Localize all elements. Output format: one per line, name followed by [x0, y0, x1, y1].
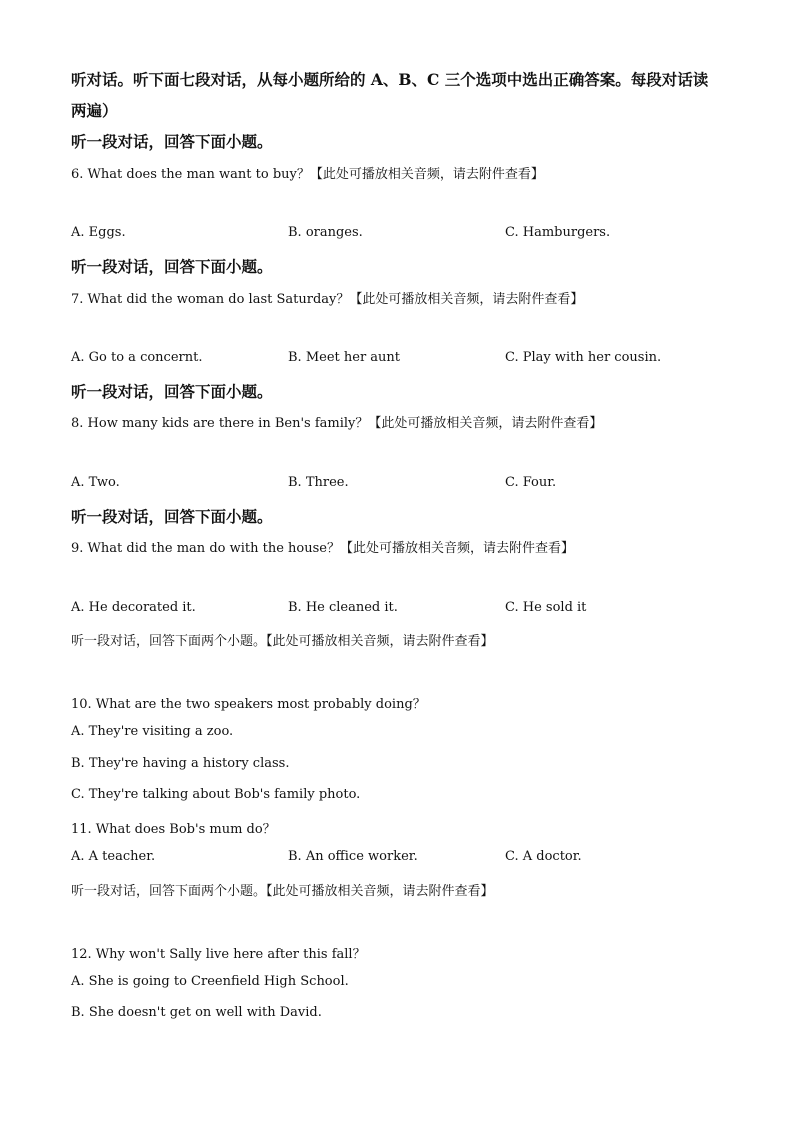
option-c: C. A doctor. [505, 849, 582, 864]
option-a: A. Eggs. [71, 225, 126, 240]
audio-note: 【此处可播放相关音频，请去附件查看】 [339, 541, 574, 556]
option-c: C. Four. [505, 475, 557, 490]
section-header: 听一段对话，回答下面小题。 [71, 382, 273, 401]
option-a: A. A teacher. [71, 849, 156, 864]
section-header: 听一段对话，回答下面小题。 [71, 507, 273, 526]
options-9 [71, 600, 751, 618]
question-10: 10. What are the two speakers most probably doing？ [71, 697, 426, 712]
option-b: B. Meet her aunt [288, 350, 401, 365]
question-text: 8. How many kids are there in Ben's family？ [71, 416, 369, 431]
question-9 [71, 537, 574, 556]
section-header: 听一段对话，回答下面小题。 [71, 257, 273, 276]
option-a: A. Two. [71, 475, 120, 490]
option-a: A. She is going to Creenfield High School. [71, 974, 349, 989]
options-8 [71, 475, 751, 493]
options-7 [71, 350, 751, 368]
option-c: C. Play with her cousin. [505, 350, 662, 365]
option-c: C. They're talking about Bob's family photo. [71, 787, 361, 802]
option-c: C. He sold it [505, 600, 587, 615]
option-a: A. They're visiting a zoo. [71, 724, 234, 739]
option-c: C. Hamburgers. [505, 225, 611, 240]
question-text: 6. What does the man want to buy？ [71, 167, 310, 182]
question-6 [71, 163, 544, 182]
option-a: A. Go to a concernt. [71, 350, 203, 365]
intro-line-1: 听对话。听下面七段对话，从每小题所给的 A、B、C 三个选项中选出正确答案。每段对话读 [71, 70, 709, 89]
question-8 [71, 412, 602, 431]
question-text: 7. What did the woman do last Saturday？ [71, 292, 350, 307]
options-11 [71, 849, 751, 867]
option-b: B. Three. [288, 475, 349, 490]
question-7 [71, 288, 583, 307]
option-b: B. oranges. [288, 225, 363, 240]
options-6 [71, 225, 751, 243]
section-header: 听一段对话，回答下面小题。 [71, 132, 273, 151]
audio-note: 【此处可播放相关音频，请去附件查看】 [368, 416, 603, 431]
audio-note: 【此处可播放相关音频，请去附件查看】 [349, 292, 584, 307]
option-b: B. She doesn't get on well with David. [71, 1005, 322, 1020]
question-12: 12. Why won't Sally live here after this fall？ [71, 947, 366, 962]
option-b: B. They're having a history class. [71, 756, 290, 771]
option-b: B. An office worker. [288, 849, 418, 864]
option-b: B. He cleaned it. [288, 600, 398, 615]
question-11: 11. What does Bob's mum do？ [71, 822, 276, 837]
question-text: 9. What did the man do with the house？ [71, 541, 340, 556]
multi-section-header: 听一段对话，回答下面两个小题。【此处可播放相关音频，请去附件查看】 [71, 634, 494, 649]
audio-note: 【此处可播放相关音频，请去附件查看】 [309, 167, 544, 182]
multi-section-header: 听一段对话，回答下面两个小题。【此处可播放相关音频，请去附件查看】 [71, 884, 494, 899]
intro-line-2: 两遍） [71, 101, 118, 120]
option-a: A. He decorated it. [71, 600, 196, 615]
